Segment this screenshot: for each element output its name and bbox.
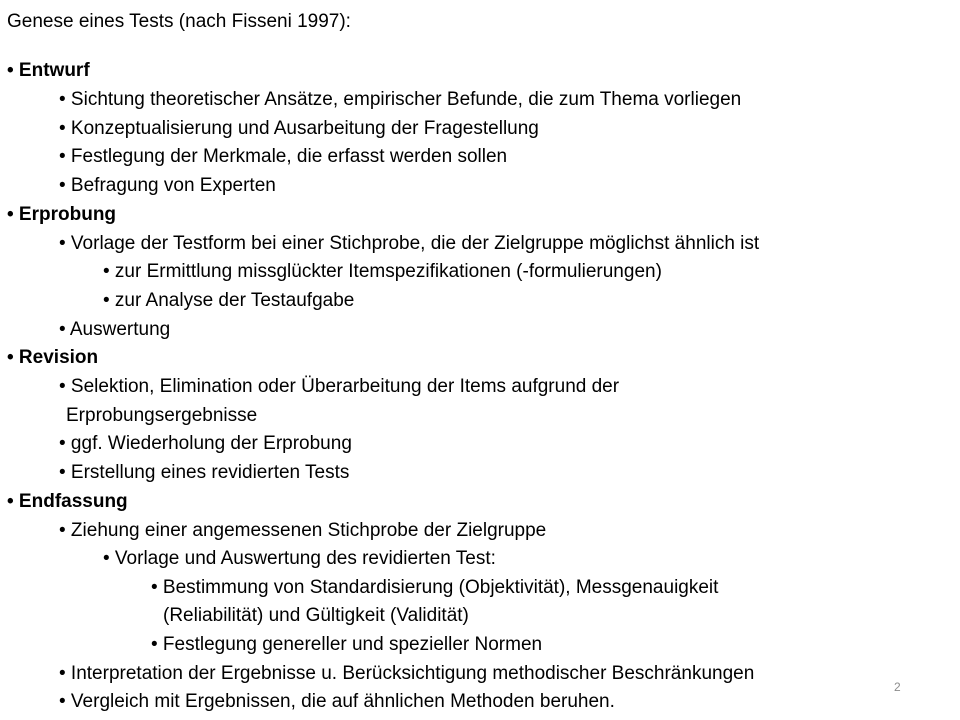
sub-sub-bullet-item-continuation: (Reliabilität) und Gültigkeit (Validität) [163,605,469,626]
sub-sub-bullet-item: • Festlegung genereller und spezieller Normen [151,634,543,655]
bullet-item: • Erstellung eines revidierten Tests [59,462,350,483]
bullet-item: • Selektion, Elimination oder Überarbeitung der Items aufgrund der [59,376,620,397]
bullet-item: • Festlegung der Merkmale, die erfasst werden sollen [59,146,508,167]
section-heading-revision: • Revision [7,347,99,368]
page-number: 2 [894,680,901,694]
bullet-item-continuation: Erprobungsergebnisse [66,405,258,426]
sub-bullet-item: • Vorlage und Auswertung des revidierten Test: [103,548,496,569]
bullet-item: • Sichtung theoretischer Ansätze, empirischer Befunde, die zum Thema vorliegen [59,89,742,110]
sub-sub-bullet-item: • Bestimmung von Standardisierung (Objektivität), Messgenauigkeit [151,577,719,598]
slide-title: Genese eines Tests (nach Fisseni 1997): [7,11,351,32]
bullet-item: • Vorlage der Testform bei einer Stichprobe, die der Zielgruppe möglichst ähnlich ist [59,233,760,254]
sub-bullet-item: • zur Analyse der Testaufgabe [103,290,355,311]
section-heading-endfassung: • Endfassung [7,491,128,512]
bullet-item: • Auswertung [59,319,171,340]
bullet-item: • Ziehung einer angemessenen Stichprobe der Zielgruppe [59,520,547,541]
bullet-item: • Vergleich mit Ergebnissen, die auf ähnlichen Methoden beruhen. [59,691,615,712]
sub-bullet-item: • zur Ermittlung missglückter Itemspezifikationen (-formulierungen) [103,261,662,282]
bullet-item: • ggf. Wiederholung der Erprobung [59,433,352,454]
bullet-item: • Befragung von Experten [59,175,276,196]
section-heading-entwurf: • Entwurf [7,60,90,81]
section-heading-erprobung: • Erprobung [7,204,117,225]
bullet-item: • Interpretation der Ergebnisse u. Berücksichtigung methodischer Beschränkungen [59,663,755,684]
bullet-item: • Konzeptualisierung und Ausarbeitung der Fragestellung [59,118,539,139]
